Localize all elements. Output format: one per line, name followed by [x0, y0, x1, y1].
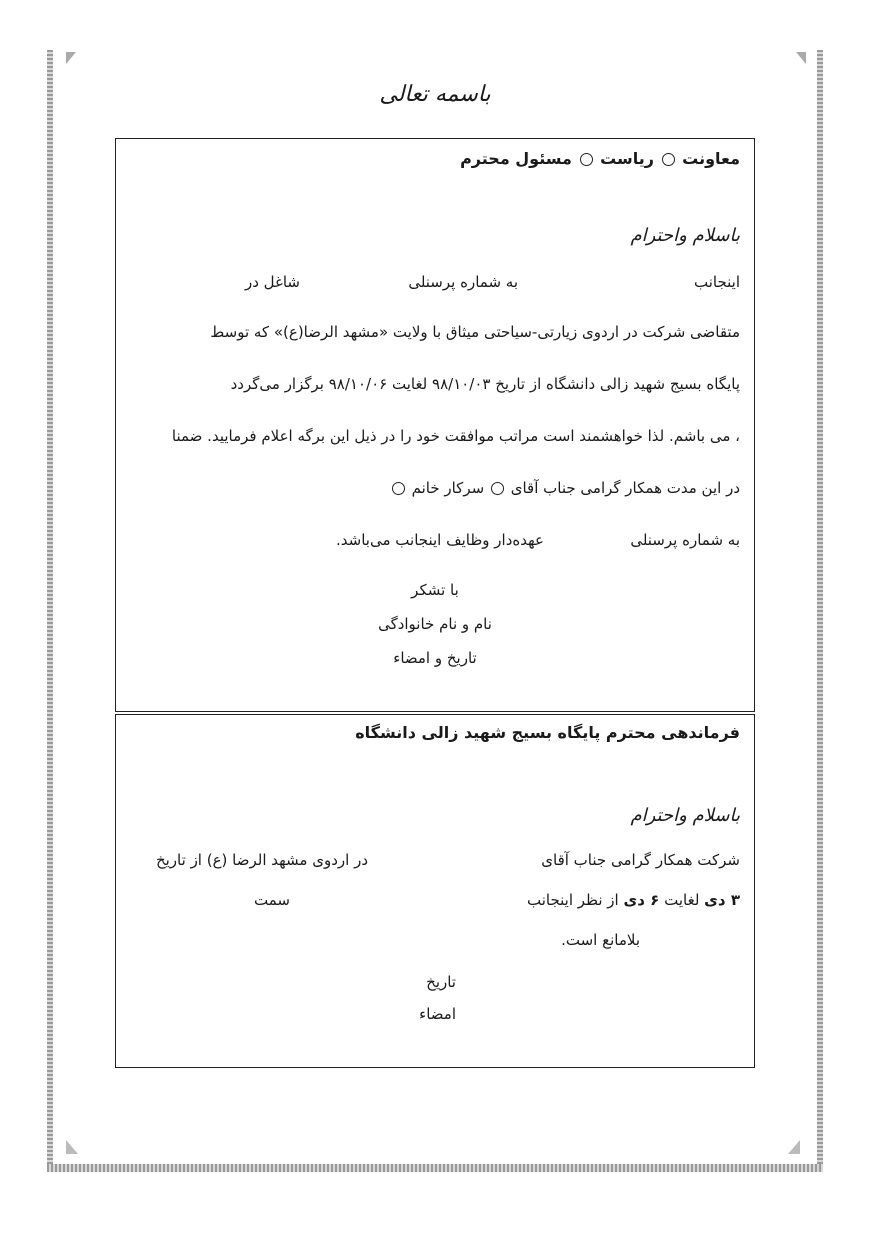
reply-signature-label: امضاء: [419, 1005, 456, 1023]
request-line-6-personnel: به شماره پرسنلی: [630, 531, 740, 549]
request-line-1-personnel: به شماره پرسنلی: [408, 273, 518, 291]
reply-position-label: سمت: [254, 891, 290, 909]
request-line-1-workplace: شاغل در: [244, 273, 300, 291]
request-line-5-mr: در این مدت همکار گرامی جناب آقای: [510, 479, 740, 497]
frame-corner-bottom-left: [66, 1140, 78, 1154]
checkbox-circle-head[interactable]: [580, 153, 593, 166]
reply-until: لغایت: [664, 891, 700, 909]
reply-start-date: ۳ دی: [704, 891, 740, 909]
request-line-3: پایگاه بسیج شهید زالی دانشگاه از تاریخ ۹۸/۱۰/۰۳ لغایت ۹۸/۱۰/۰۶ برگزار می‌گردد: [230, 375, 740, 393]
reply-end-date: ۶ دی: [623, 891, 660, 909]
reply-line-1-colleague: شرکت همکار گرامی جناب آقای: [541, 851, 740, 869]
name-label: نام و نام خانوادگی: [378, 615, 492, 633]
salutation: باسلام واحترام: [630, 225, 740, 246]
date-signature-label: تاریخ و امضاء: [393, 649, 477, 667]
addressee-head: ریاست: [600, 149, 654, 168]
page-frame-right: [817, 50, 823, 1170]
request-line-5: [390, 479, 740, 497]
request-line-6-duties: عهده‌دار وظایف اینجانب می‌باشد.: [336, 531, 544, 549]
request-line-2: متقاضی شرکت در اردوی زیارتی-سیاحتی میثاق با ولایت «مشهد الرضا(ع)» که توسط: [210, 323, 740, 341]
reply-date-label: تاریخ: [426, 973, 456, 991]
request-line-4: ، می باشم. لذا خواهشمند است مراتب موافقت خود را در ذیل این برگه اعلام فرمایید. ضمنا: [171, 427, 740, 445]
reply-salutation: باسلام واحترام: [630, 805, 740, 826]
reply-opinion: از نظر اینجانب: [526, 891, 619, 909]
reply-title: فرماندهی محترم پایگاه بسیج شهید زالی دانشگاه: [355, 723, 740, 742]
reply-no-objection: بلامانع است.: [561, 931, 640, 949]
request-section: [115, 138, 755, 712]
thanks-text: با تشکر: [411, 581, 459, 599]
reply-section: [115, 714, 755, 1068]
request-line-1-name: اینجانب: [693, 273, 740, 291]
addressee-official: مسئول محترم: [460, 149, 572, 168]
checkbox-circle-ms[interactable]: [392, 482, 405, 495]
checkbox-circle-deputy[interactable]: [662, 153, 675, 166]
reply-line-1-camp: در اردوی مشهد الرضا (ع) از تاریخ: [155, 851, 368, 869]
reply-line-2: [527, 891, 740, 909]
page-title: باسمه تعالی: [379, 82, 491, 107]
frame-corner-top-left: [66, 52, 76, 64]
page-frame-bottom: [47, 1164, 823, 1172]
page-frame-left: [47, 50, 53, 1170]
request-line-5-ms: سرکار خانم: [411, 479, 485, 497]
addressee-line: [460, 149, 740, 168]
frame-corner-bottom-right: [788, 1140, 800, 1154]
frame-corner-top-right: [796, 52, 806, 64]
checkbox-circle-mr[interactable]: [491, 482, 504, 495]
addressee-deputy: معاونت: [682, 149, 740, 168]
